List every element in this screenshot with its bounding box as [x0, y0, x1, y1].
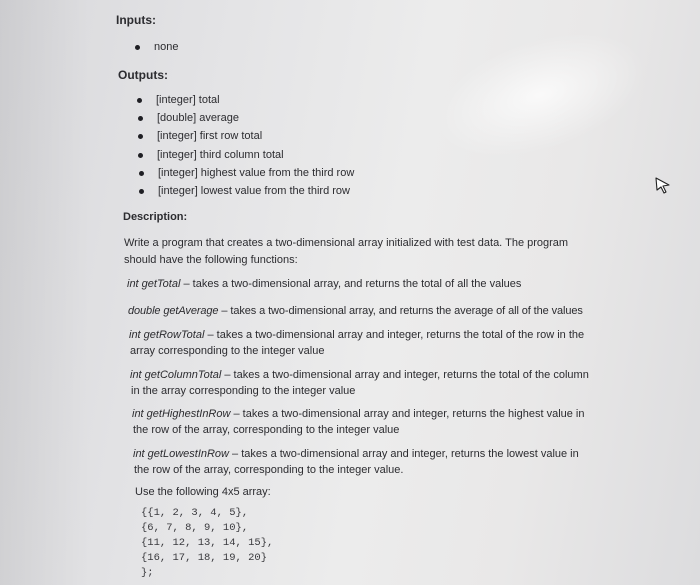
function-get-highest-in-row — [132, 408, 585, 420]
function-get-column-total — [130, 369, 589, 381]
function-name: int getHighestInRow — [132, 408, 231, 420]
function-get-lowest-in-row — [133, 448, 579, 460]
outputs-item-average: [double] average — [157, 112, 239, 124]
function-desc: – takes a two-dimensional array, and returns the total of all the values — [180, 278, 522, 290]
description-intro-line-2: should have the following functions: — [124, 254, 298, 266]
pointer-cursor-icon — [655, 176, 671, 194]
array-line-1: {{1, 2, 3, 4, 5}, — [141, 507, 249, 519]
array-line-5: }; — [141, 567, 154, 579]
function-get-average — [128, 305, 583, 317]
inputs-heading: Inputs: — [116, 13, 156, 27]
function-desc: – takes a two-dimensional array, and returns the average of all of the values — [218, 305, 583, 317]
description-heading: Description: — [123, 211, 188, 223]
function-get-column-total-line-2: in the array corresponding to the integer value — [131, 385, 356, 397]
outputs-item-third-column-total: [integer] third column total — [157, 149, 284, 161]
outputs-heading: Outputs: — [118, 68, 168, 82]
outputs-item-highest-third-row: [integer] highest value from the third row — [158, 167, 355, 179]
description-intro-line-1: Write a program that creates a two-dimensional array initialized with test data. The program — [124, 237, 569, 249]
outputs-item-total: [integer] total — [156, 94, 220, 106]
function-get-lowest-in-row-line-2: the row of the array, corresponding to the integer value. — [134, 464, 404, 476]
array-line-4: {16, 17, 18, 19, 20} — [141, 552, 268, 564]
function-get-row-total — [129, 329, 584, 341]
outputs-item-first-row-total: [integer] first row total — [157, 130, 263, 142]
array-line-3: {11, 12, 13, 14, 15}, — [141, 537, 274, 549]
function-name: int getTotal — [127, 278, 181, 290]
function-name: int getLowestInRow — [133, 448, 229, 460]
function-get-total — [127, 278, 521, 290]
function-desc: – takes a two-dimensional array and integer, returns the total of the row in the — [204, 329, 585, 341]
function-name: double getAverage — [128, 305, 219, 317]
function-get-row-total-line-2: array corresponding to the integer value — [130, 345, 325, 357]
function-name: int getColumnTotal — [130, 369, 222, 381]
function-desc: – takes a two-dimensional array and integer, returns the highest value in — [230, 408, 585, 420]
outputs-item-lowest-third-row: [integer] lowest value from the third row — [158, 185, 350, 197]
array-intro: Use the following 4x5 array: — [135, 486, 271, 498]
function-desc: – takes a two-dimensional array and integer, returns the total of the column — [221, 369, 589, 381]
array-line-2: {6, 7, 8, 9, 10}, — [141, 522, 249, 534]
function-get-highest-in-row-line-2: the row of the array, corresponding to the integer value — [133, 424, 400, 436]
function-desc: – takes a two-dimensional array and integer, returns the lowest value in — [229, 448, 579, 460]
inputs-item: none — [154, 41, 179, 53]
function-name: int getRowTotal — [129, 329, 205, 341]
